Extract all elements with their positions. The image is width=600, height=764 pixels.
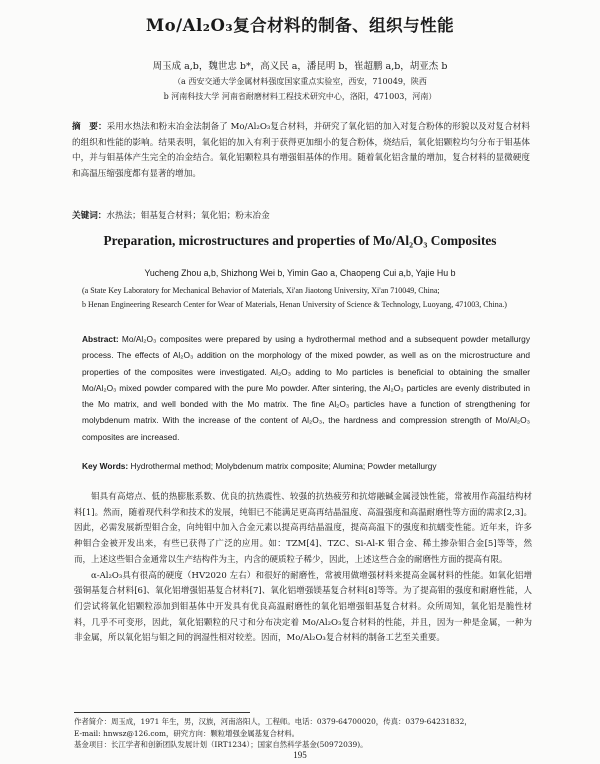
chinese-abstract [72,120,530,182]
english-affiliation-b: b Henan Engineering Research Center for Wear of Materials, Henan University of Science & Technology, Luoyang, 471003, China.) [82,300,507,309]
body-text [74,490,532,647]
chinese-abstract-text: 采用水热法和粉末冶金法制备了 Mo/Al₂O₃复合材料，并研究了氧化铝的加入对复合粉体的形貌以及对复合材料的组织和性能的影响。结果表明，氧化铝的加入有利于获得更加细小的复合粉体，烧结后，氧化铝颗粒均匀分布于钼基体中，并与钼基体产生完全的冶金结合。氧化铝颗粒具有增强钼基体的作用。随着氧化铝含量的增加，复合材料的显微硬度和高温压缩强度都有显著的增加。 [72,122,530,179]
english-keywords-text: Hydrothermal method; Molybdenum matrix composite; Alumina; Powder metallurgy [130,461,437,471]
chinese-title: Mo/Al₂O₃复合材料的制备、组织与性能 [145,16,455,35]
chinese-keywords [72,209,530,221]
page-number: 195 [293,750,307,760]
english-title: Preparation, microstructures and properties of Mo/Al₂O₃ Composites [103,233,497,248]
english-abstract-text: Mo/Al₂O₃ composites were prepared by using a hydrothermal method and a subsequent powder metallurgy process. The effects of Al₂O₃ addition on the morphology of the mixed powder, as well as on the microstructure and properties of the composites were investigated. Al₂O₃ adding to Mo particles is beneficial to obtaining the smaller Mo/Al₂O₃ mixed powder compared with the pure Mo powder. After sintering, the Al₂O₃ particles are evenly distributed in the Mo matrix, and well bonded with the Mo matrix. The fine Al₂O₃ particles have a function of strengthening for molybdenum matrix. With the increase of the content of Al₂O₃, the hardness and compression strength of Mo/Al₂O₃ composites are increased. [82,334,530,442]
english-keywords [82,461,530,471]
english-affiliation-a: (a State Key Laboratory for Mechanical Behavior of Materials, Xi'an Jiaotong University, Xi'an 710049, China; [82,286,440,295]
chinese-authors: 周玉成 a,b，魏世忠 b*，高义民 a，潘昆明 b，崔超鹏 a,b，胡亚杰 b [152,61,448,72]
chinese-keywords-text: 水热法；钼基复合材料；氧化铝；粉末冶金 [106,211,270,221]
chinese-affiliation-b: b 河南科技大学 河南省耐磨材料工程技术研究中心，洛阳，471003，河南） [163,92,437,101]
english-abstract [82,331,530,445]
chinese-affiliation-a: （a 西安交通大学金属材料强度国家重点实验室，西安，710049，陕西 [173,77,427,86]
english-keywords-label: Key Words: [82,461,129,471]
body-paragraph-1: 钼具有高熔点、低的热膨胀系数、优良的抗热震性、较强的抗热疲劳和抗熔融碱金属浸蚀性能，常被用作高温结构材料[1]。然而，随着现代科学和技术的发展，纯钼已不能满足更高再结晶温度、高温强度和高温耐磨性等方面的需求[2,3]。因此，必需发展新型钼合金，向纯钼中加入合金元素以提高再结晶温度，提高高温下的强度和抗蠕变性能。近年来，许多种钼合金被开发出来，有些已获得了广泛的应用。如：TZM[4]、TZC、Si-Al-K 钼合金、稀土掺杂钼合金[5]等等，然而，上述这些钼合金通常以生产结构件为主，内含的硬质粒子稀少，因此，上述这些合金的耐磨性方面的提高有限。 [74,492,532,565]
footnote-email: E-mail: hnwsz@126.com，研究方向：颗粒增强金属基复合材料。 [74,728,300,738]
chinese-keywords-label: 关键词： [72,211,107,221]
footnotes [74,716,532,751]
english-authors: Yucheng Zhou a,b, Shizhong Wei b, Yimin Gao a, Chaopeng Cui a,b, Yajie Hu b [144,268,456,278]
english-abstract-label: Abstract: [82,334,119,344]
footnote-funding: 基金项目：长江学者和创新团队发展计划（IRT1234）；国家自然科学基金(50972039)。 [74,740,368,749]
body-paragraph-2: α-Al₂O₃具有很高的硬度（HV2020 左右）和很好的耐磨性，常被用做增强材料来提高金属材料的性能。如氧化铝增强铜基复合材料[6]、氧化铝增强铝基复合材料[7]、氧化铝增强镁基复合材料[8]等等。为了提高钼的强度和耐磨性能，人们尝试将氧化铝颗粒添加到钼基体中开发具有优良高温耐磨性的氧化铝增强钼基复合材料。众所周知，氧化铝是脆性材料，几乎不可变形，因此，氧化铝颗粒的尺寸和分布决定着 Mo/Al₂O₃复合材料的性能，并且，因为一种是金属，一种为非金属，所以氧化铝与钼之间的润湿性相对较差。因而，Mo/Al₂O₃复合材料的制备工艺至关重要。 [74,570,532,644]
chinese-abstract-label: 摘 要： [72,122,107,132]
footnote-divider [74,712,250,713]
footnote-author-info: 作者简介：周玉成，1971 年生，男，汉族，河南洛阳人，工程师。电话：0379-64700020，传真：0379-64231832， [74,717,472,726]
